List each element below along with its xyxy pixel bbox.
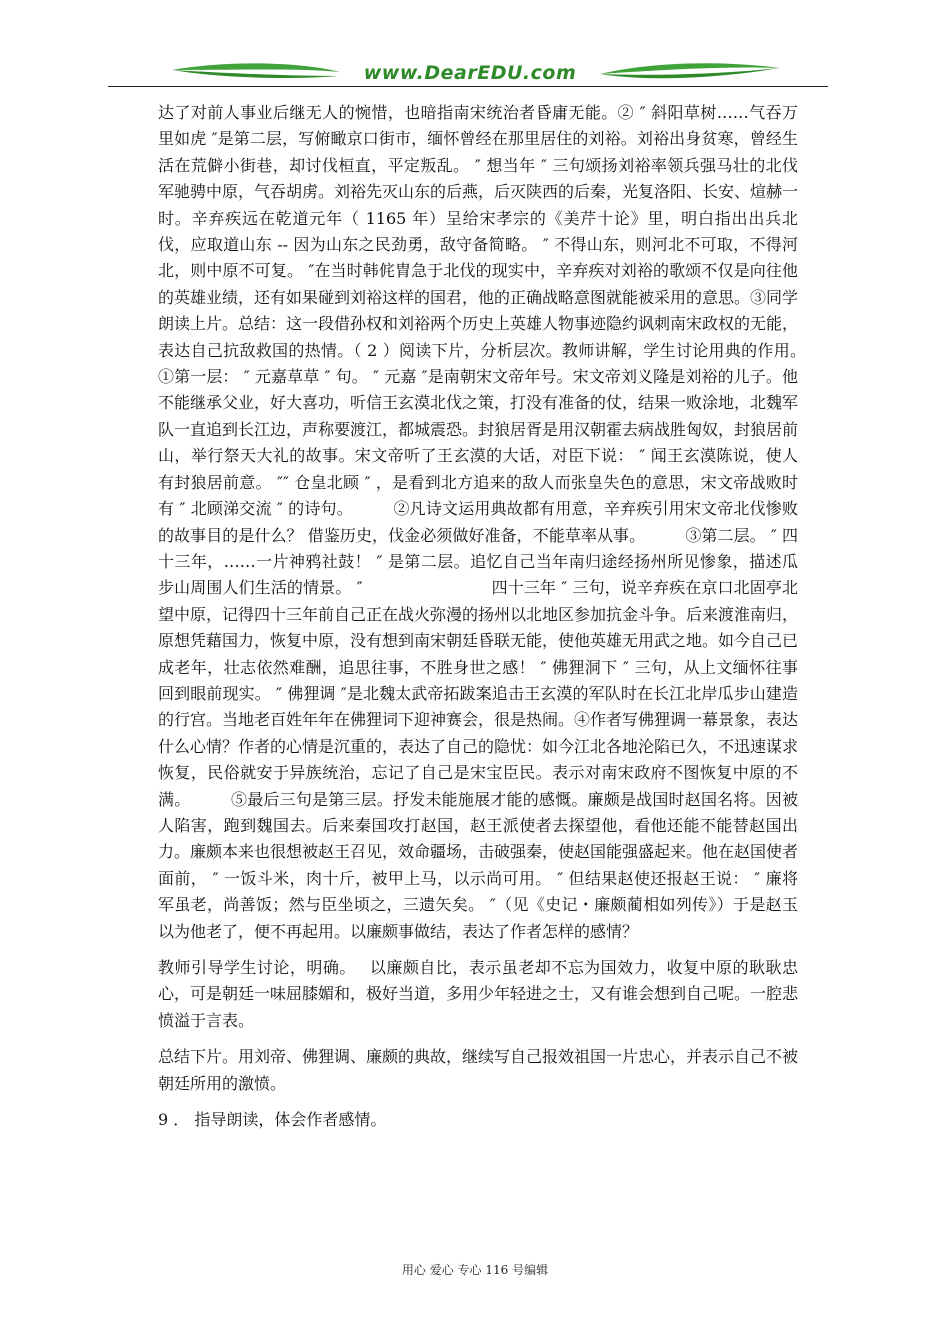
site-logo[interactable]: www.DearEDU.com <box>363 62 577 84</box>
document-body <box>158 100 847 1133</box>
page-footer: 用心 爱心 专心 116 号编辑 <box>401 1263 549 1277</box>
page-header <box>0 56 950 96</box>
body-paragraph: 总结下片。用刘帝、佛狸调、廉颇的典故，继续写自己报效祖国一片忠心，并表示自己不被朝廷所用的激愤。 <box>158 1047 799 1093</box>
body-paragraph: 教师引导学生讨论，明确。 以廉颇自比，表示虽老却不忘为国效力，收复中原的耿耿忠心，可是朝廷一味屈膝媚和，极好当道，多用少年轻进之士，又有谁会想到自己呢。一腔悲愤溢于言表。 <box>158 958 799 1030</box>
header-rule <box>108 86 828 87</box>
body-paragraph: 9 ． 指导朗读，体会作者感情。 <box>158 1110 387 1130</box>
body-paragraph: 达了对前人事业后继无人的惋惜，也暗指南宋统治者昏庸无能。② ″ 斜阳草树……气吞万里如虎 ″是第二层，写俯瞰京口街市，缅怀曾经在那里居住的刘裕。刘裕出身贫寒，曾经生活在荒僻小街巷，却讨伐桓直，平定叛乱。 ″ 想当年 ″ 三句颂扬刘裕率领兵强马壮的北伐军驰骋中原，气吞胡虏。刘裕先灭山东的后燕，后灭陕西的后秦，光复洛阳、长安、煊赫一时。辛弃疾远在乾道元年（ 1165 年）呈给宋孝宗的《美芹十论》里，明白指出出兵北伐，应取道山东 -- 因为山东之民劲勇，敌守备简略。 ″ 不得山东，则河北不可取，不得河北，则中原不可复。 ″在当时韩侂胄急于北伐的现实中，辛弃疾对刘裕的歌颂不仅是向往他的英雄业绩，还有如果碰到刘裕这样的国君，他的正确战略意图就能被采用的意思。③同学朗读上片。总结：这一段借孙权和刘裕两个历史上英雄人物事迹隐约讽刺南宋政权的无能，表达自己抗敌救国的热情。（ 2 ）阅读下片，分析层次。教师讲解，学生讨论用典的作用。 ①第一层： ″ 元嘉草草 ″ 句。 ″ 元嘉 ″是南朝宋文帝年号。宋文帝刘义隆是刘裕的儿子。他不能继承父业，好大喜功，听信王玄漠北伐之策，打没有准备的仗，结果一败涂地，北魏军队一直追到长江边，声称要渡江，都城震恐。封狼居胥是用汉朝霍去病战胜匈奴，封狼居前山，举行祭天大礼的故事。宋文帝听了王玄漠的大话，对臣下说： ″ 闻王玄漠陈说，使人有封狼居前意。 ″″ 仓皇北顾 ″ ，是看到北方追来的敌人而张皇失色的意思，宋文帝战败时有 ″ 北顾涕交流 ″ 的诗句。 ②凡诗文运用典故都有用意，辛弃疾引用宋文帝北伐惨败的故事目的是什么？ 借鉴历史，伐金必须做好准备，不能草率从事。 ③第二层。 ″ 四十三年，……一片神鸦社鼓！ ″ 是第二层。追忆自己当年南归途经扬州所见惨象，描述瓜步山周围人们生活的情景。 ″ 四十三年 ″ 三句，说辛弃疾在京口北固亭北望中原，记得四十三年前自己正在战火弥漫的扬州以北地区参加抗金斗争。后来渡淮南归，原想凭藉国力，恢复中原，没有想到南宋朝廷昏联无能，使他英雄无用武之地。如今自己已成老年，壮志依然难酬，追思往事，不胜身世之感！ ″ 佛狸洞下 ″ 三句，从上文缅怀往事回到眼前现实。 ″ 佛狸调 ″是北魏太武帝拓跋案追击王玄漠的军队时在长江北岸瓜步山建造的行宫。当地老百姓年年在佛狸词下迎神赛会，很是热闹。④作者写佛狸调一幕景象，表达什么心情？作者的心情是沉重的，表达了自己的隐忧：如今江北各地沦陷已久，不迅速谋求恢复，民俗就安于异族统治，忘记了自己是宋宝臣民。表示对南宋政府不图恢复中原的不满。 ⑤最后三句是第三层。抒发未能施展才能的感慨。廉颇是战国时赵国名将。因被人陷害，跑到魏国去。后来秦国攻打赵国，赵王派使者去探望他，看他还能不能替赵国出力。廉颇本来也很想被赵王召见，效命疆场，击破强秦，使赵国能强盛起来。他在赵国使者面前， ″ 一饭斗米，肉十斤，被甲上马，以示尚可用。 ″ 但结果赵使还报赵王说： ″ 廉将军虽老，尚善饭；然与臣坐顷之，三遗矢矣。 ″（见《史记・廉颇蔺相如列传》）于是赵玉以为他老了，便不再起用。以廉颇事做结，表达了作者怎样的感情？ <box>158 103 847 941</box>
